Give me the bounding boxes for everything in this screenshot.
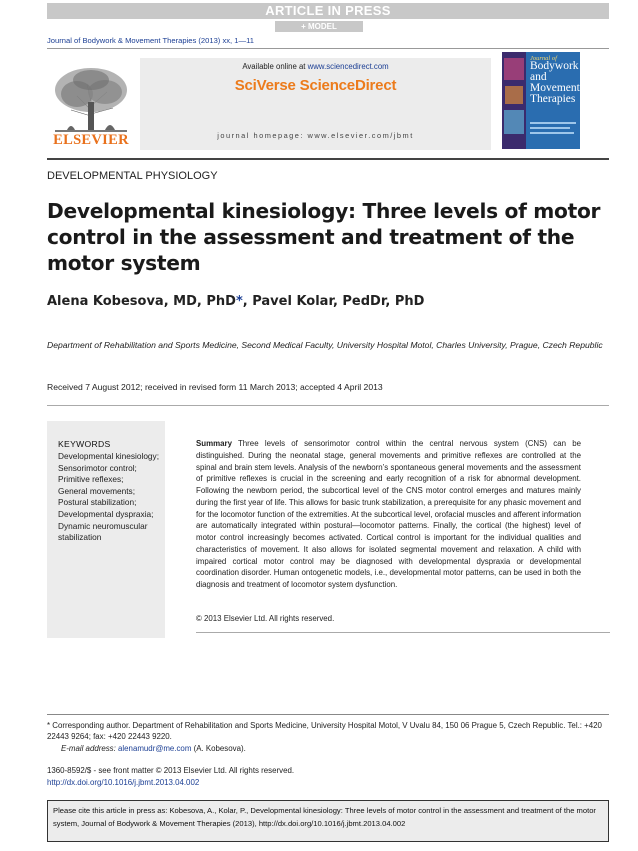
journal-citation-line[interactable]: Journal of Bodywork & Movement Therapies (2013) xx, 1—11 bbox=[47, 36, 254, 45]
keyword-item: Dynamic neuromuscular stabilization bbox=[58, 520, 148, 543]
article-in-press-label: ARTICLE IN PRESS bbox=[265, 3, 391, 18]
email-label: E-mail address: bbox=[61, 743, 116, 753]
keyword-item: Developmental dyspraxia; bbox=[58, 508, 154, 519]
footnote-address: * Corresponding author. Department of Rehabilitation and Sports Medicine, University Hospital Motol, V Uvalu 84, 150 06 Prague 5, Czech Republic. Tel.: +420 22443 9264; fax: +420 22443 9220. bbox=[47, 721, 602, 742]
footnote-email-line bbox=[47, 743, 612, 754]
author-first: Alena Kobesova, MD, PhD bbox=[47, 294, 236, 309]
journal-homepage[interactable]: journal homepage: www.elsevier.com/jbmt bbox=[217, 131, 414, 140]
elsevier-wordmark: ELSEVIER bbox=[53, 132, 129, 148]
article-in-press-banner bbox=[47, 3, 609, 19]
received-divider bbox=[47, 405, 609, 406]
keyword-item: Primitive reflexes; bbox=[58, 474, 124, 485]
received-dates: Received 7 August 2012; received in revised form 11 March 2013; accepted 4 April 2013 bbox=[47, 382, 383, 392]
available-online-text bbox=[140, 62, 491, 71]
doi-link[interactable]: http://dx.doi.org/10.1016/j.jbmt.2013.04.002 bbox=[47, 778, 200, 787]
keyword-item: Postural stabilization; bbox=[58, 497, 137, 508]
abstract-summary bbox=[196, 438, 581, 591]
cover-journal-of: Journal of bbox=[530, 55, 557, 62]
sciverse-sciencedirect-logo: SciVerse ScienceDirect bbox=[234, 77, 397, 94]
abstract-copyright: © 2013 Elsevier Ltd. All rights reserved. bbox=[196, 614, 335, 623]
section-label: DEVELOPMENTAL PHYSIOLOGY bbox=[47, 170, 218, 182]
abstract-divider bbox=[196, 632, 610, 633]
author-list bbox=[47, 294, 424, 309]
summary-text: Three levels of sensorimotor control within the central nervous system (CNS) can be distinguished. During the neonatal stage, general movements and primitive reflexes are controlled at the spinal and brain stem levels. Analysis of the newborn’s spontaneous general movements and the assessment of primitive reflexes is crucial in the screening and early recognition of a risk for abnormal development. Following the newborn period, the subcortical level of the CNS motor control emerges and matures mainly during the first year of life. This allows for basic trunk stabilization, a prerequisite for any phasic movement and for the locomotor function of the extremities. At the subcortical level, orofacial muscles and afferent information are automatically integrated within postural—locomotor patterns. Finally, the cortical (the highest) level of motor control increasingly becomes activated. Cortical control is important for the individual qualities and characteristics of movement. It also allows for isolated segmental movement and relaxation. A child with impaired cortical motor control may be diagnosed with developmental dyspraxia or developmental coordination disorder. Human ontogenetic models, i.e., developmental motor patterns, can be used in both the diagnosis and treatment of locomotor system dysfunction. bbox=[196, 439, 581, 589]
article-title: Developmental kinesiology: Three levels of motor control in the assessment and treatment of the motor system bbox=[47, 199, 601, 275]
header-divider bbox=[47, 158, 609, 160]
affiliation: Department of Rehabilitation and Sports Medicine, Second Medical Faculty, University Hospital Motol, Charles University, Prague, Czech Republic bbox=[47, 340, 603, 350]
email-suffix: (A. Kobesova). bbox=[191, 743, 246, 753]
model-tag: + MODEL bbox=[275, 21, 363, 32]
summary-label: Summary bbox=[196, 439, 232, 448]
issn-block bbox=[47, 765, 612, 789]
keyword-item: Sensorimotor control; bbox=[58, 462, 137, 473]
cover-title: Bodywork and Movement Therapies bbox=[530, 60, 580, 105]
keyword-item: Developmental kinesiology; bbox=[58, 451, 160, 461]
keywords-heading: KEYWORDS bbox=[58, 439, 111, 449]
top-divider bbox=[47, 48, 609, 49]
keyword-item: General movements; bbox=[58, 485, 136, 496]
available-prefix: Available online at bbox=[242, 62, 308, 71]
corresponding-author-star[interactable]: * bbox=[235, 294, 243, 309]
issn-line: 1360-8592/$ - see front matter © 2013 Elsevier Ltd. All rights reserved. bbox=[47, 766, 295, 775]
sciencedirect-link[interactable]: www.sciencedirect.com bbox=[307, 62, 389, 71]
author-rest: , Pavel Kolar, PedDr, PhD bbox=[242, 294, 425, 309]
email-link[interactable]: alenamudr@me.com bbox=[118, 743, 192, 753]
keywords-list bbox=[58, 451, 162, 544]
footnote-divider bbox=[47, 714, 609, 715]
citation-text: Please cite this article in press as: Kobesova, A., Kolar, P., Developmental kinesiology: Three levels of motor control in the assessment and treatment of the motor system, Journal of Bodywork & Movement Therapies (2013), http://dx.doi.org/10.1016/j.jbmt.2013.04.002 bbox=[53, 806, 596, 828]
corresponding-author-footnote bbox=[47, 720, 612, 754]
